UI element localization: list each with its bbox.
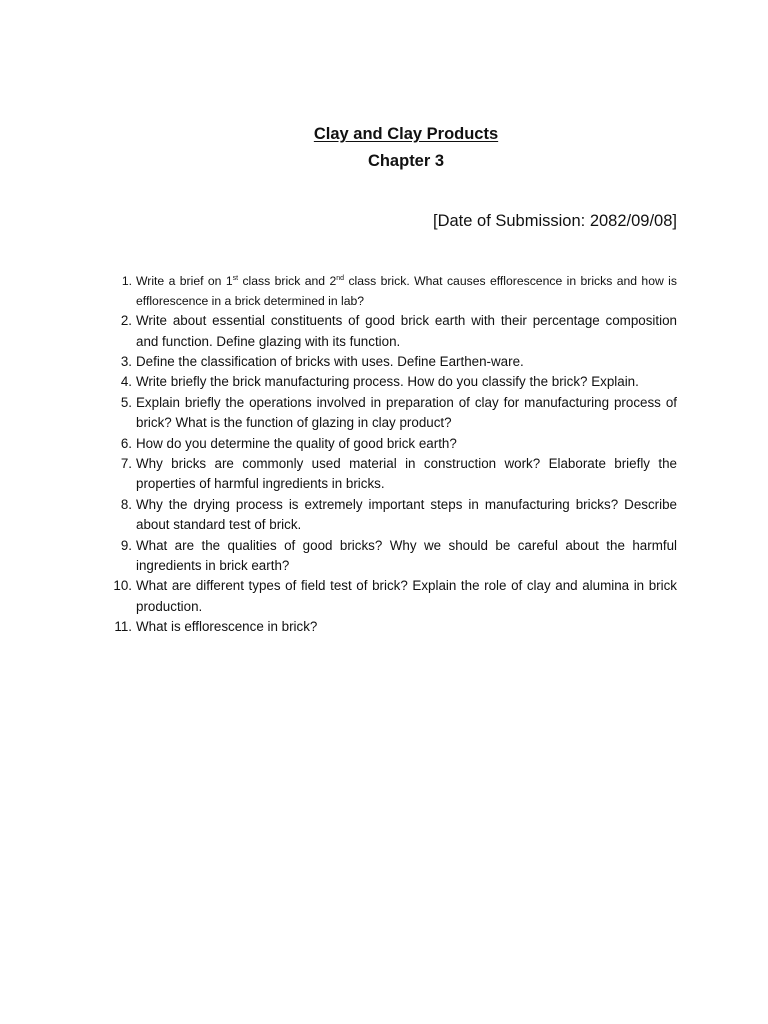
question-item — [110, 272, 677, 311]
question-item — [110, 372, 677, 392]
question-item — [110, 536, 677, 577]
question-item — [110, 576, 677, 617]
question-number: 10. — [113, 578, 132, 594]
question-text: Write a brief on 1st class brick and 2nd class brick. What causes efflorescence in bricks and how is efflorescence in a brick determined in lab? — [136, 274, 677, 308]
question-number: 8. — [120, 496, 132, 512]
question-item — [110, 434, 677, 454]
question-number: 6. — [120, 435, 132, 451]
question-number: 3. — [120, 354, 132, 369]
ordinal-suffix: st — [232, 275, 239, 282]
question-item — [110, 311, 677, 352]
ordinal-suffix: nd — [336, 275, 345, 282]
question-text: Why the drying process is extremely important steps in manufacturing bricks? Describe about standard test of brick. — [136, 496, 677, 533]
question-number: 5. — [120, 394, 132, 410]
question-text: How do you determine the quality of good brick earth? — [136, 435, 457, 451]
question-text: Explain briefly the operations involved in preparation of clay for manufacturing process of brick? What is the function of glazing in clay product? — [136, 394, 677, 431]
question-list — [110, 272, 677, 638]
question-item — [110, 617, 677, 637]
question-number: 2. — [120, 313, 132, 329]
question-text: Define the classification of bricks with uses. Define Earthen-ware. — [136, 354, 524, 369]
question-item — [110, 352, 677, 372]
question-text: Why bricks are commonly used material in construction work? Elaborate briefly the properties of harmful ingredients in bricks. — [136, 456, 677, 492]
question-item — [110, 393, 677, 434]
question-text: Write briefly the brick manufacturing process. How do you classify the brick? Explain. — [136, 374, 639, 390]
submission-date: [Date of Submission: 2082/09/08] — [433, 212, 677, 230]
question-number: 4. — [120, 374, 132, 390]
question-text: What are different types of field test of brick? Explain the role of clay and alumina in brick production. — [136, 578, 677, 614]
question-number: 11. — [114, 619, 132, 635]
question-text: What is efflorescence in brick? — [136, 619, 318, 635]
question-item — [110, 454, 677, 495]
document-title: Clay and Clay Products — [313, 125, 499, 143]
question-text: What are the qualities of good bricks? Why we should be careful about the harmful ingredients in brick earth? — [136, 537, 677, 574]
question-number: 1. — [121, 274, 132, 288]
question-text: Write about essential constituents of good brick earth with their percentage composition and function. Define glazing with its function. — [136, 313, 677, 349]
chapter-heading: Chapter 3 — [367, 152, 445, 170]
question-number: 7. — [120, 456, 132, 472]
question-number: 9. — [120, 537, 132, 553]
question-item — [110, 495, 677, 536]
